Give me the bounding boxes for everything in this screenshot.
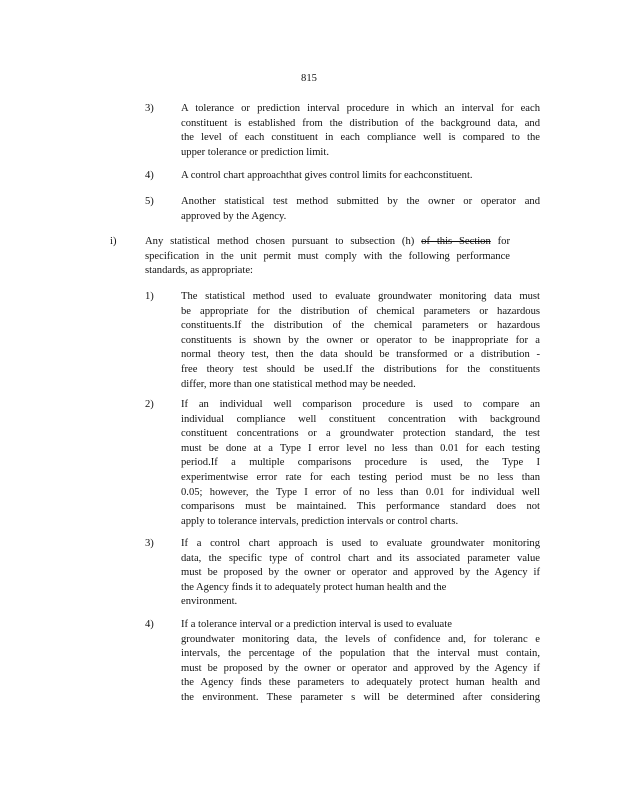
- item-number: 4): [145, 170, 154, 181]
- text-line: the Agency finds it to adequately protect human health and the: [181, 581, 447, 593]
- text-line: constituents is shown by the owner or operator to be inappropriate for a: [181, 334, 540, 346]
- text-line: If an individual well comparison procedure is used to compare an: [181, 399, 540, 410]
- item-number: 5): [145, 196, 154, 207]
- text-line: constituent is established from the distribution of the background data, and: [181, 117, 540, 129]
- text-after-strike: for: [490, 236, 510, 247]
- item-text: [181, 537, 540, 610]
- text-line: The statistical method used to evaluate groundwater monitoring data must: [181, 291, 540, 302]
- text-line: must be done at a Type I error level no less than 0.01 for each testing: [181, 442, 540, 454]
- item-number: 1): [145, 291, 154, 302]
- item-text: [181, 398, 540, 529]
- text-line: specification in the unit permit must comply with the following performance: [145, 250, 510, 262]
- sub-item-3: [145, 537, 540, 610]
- text-line: the level of each constituent in each compliance well is compared to the: [181, 132, 540, 144]
- text-line: Another statistical test method submitted by the owner or operator and: [181, 196, 540, 207]
- text-line: If a tolerance interval or a prediction interval is used to evaluate: [181, 619, 452, 630]
- item-number: 3): [145, 538, 154, 549]
- sub-item-1: [145, 290, 540, 392]
- text-line: constituents.If the distribution of the chemical parameters or hazardous: [181, 320, 540, 332]
- text-before-strike: Any statistical method chosen pursuant to subsection (h): [145, 236, 422, 247]
- text-line: must be proposed by the owner or operator and approved by the Agency if: [181, 662, 540, 674]
- section-i: [110, 235, 510, 279]
- text-line: individual compliance well constituent concentration with background: [181, 413, 540, 425]
- text-line: normal theory test, then the data should be transformed or a distribution -: [181, 349, 540, 361]
- section-text: [145, 235, 510, 279]
- text-line: free theory test should be used.If the distributions for the constituents: [181, 363, 540, 375]
- text-line: apply to tolerance intervals, prediction intervals or control charts.: [181, 515, 459, 527]
- text-line: the Agency finds these parameters to adequately protect human health and: [181, 677, 540, 689]
- text-line: A control chart approachthat gives control limits for eachconstituent.: [181, 170, 473, 181]
- text-line: upper tolerance or prediction limit.: [181, 146, 329, 158]
- text-line: standards, as appropriate:: [145, 265, 253, 277]
- text-line: data, the specific type of control chart and its associated parameter value: [181, 552, 540, 564]
- item-text: [181, 169, 540, 184]
- text-line: 0.05; however, the Type I error of no less than 0.01 for individual well: [181, 486, 540, 498]
- text-line: intervals, the percentage of the population that the interval must contain,: [181, 648, 540, 660]
- item-text: [181, 618, 540, 706]
- item-text: [181, 102, 540, 160]
- item-number: 3): [145, 103, 154, 114]
- text-line: constituent concentrations or a groundwater protection standard, the test: [181, 428, 540, 440]
- text-line: environment.: [181, 596, 238, 608]
- sub-item-2: [145, 398, 540, 529]
- item-text: [181, 290, 540, 392]
- page-number: 815: [301, 73, 317, 84]
- text-line: differ, more than one statistical method may be needed.: [181, 378, 416, 390]
- text-line: be appropriate for the distribution of chemical parameters or hazardous: [181, 305, 540, 317]
- text-line: approved by the Agency.: [181, 210, 287, 222]
- item-text: [181, 195, 540, 224]
- text-line: must be proposed by the owner or operator and approved by the Agency if: [181, 567, 540, 579]
- list-item-4: [145, 169, 540, 184]
- struck-text: of this Section: [421, 236, 491, 247]
- list-item-3: [145, 102, 540, 160]
- text-line: A tolerance or prediction interval procedure in which an interval for each: [181, 103, 540, 114]
- list-item-5: [145, 195, 540, 224]
- text-line: the environment. These parameter s will be determined after considering: [181, 691, 540, 703]
- item-number: 4): [145, 619, 154, 630]
- item-number: 2): [145, 399, 154, 410]
- text-line: groundwater monitoring data, the levels of confidence and, for toleranc e: [181, 633, 540, 645]
- text-line: [145, 235, 510, 250]
- text-line: If a control chart approach is used to evaluate groundwater monitoring: [181, 538, 540, 549]
- section-number: i): [110, 236, 117, 247]
- text-line: period.If a multiple comparisons procedure is used, the Type I: [181, 457, 540, 469]
- text-line: comparisons must be maintained. This performance standard does not: [181, 501, 540, 513]
- text-line: experimentwise error rate for each testing period must be no less than: [181, 471, 540, 483]
- sub-item-4: [145, 618, 540, 706]
